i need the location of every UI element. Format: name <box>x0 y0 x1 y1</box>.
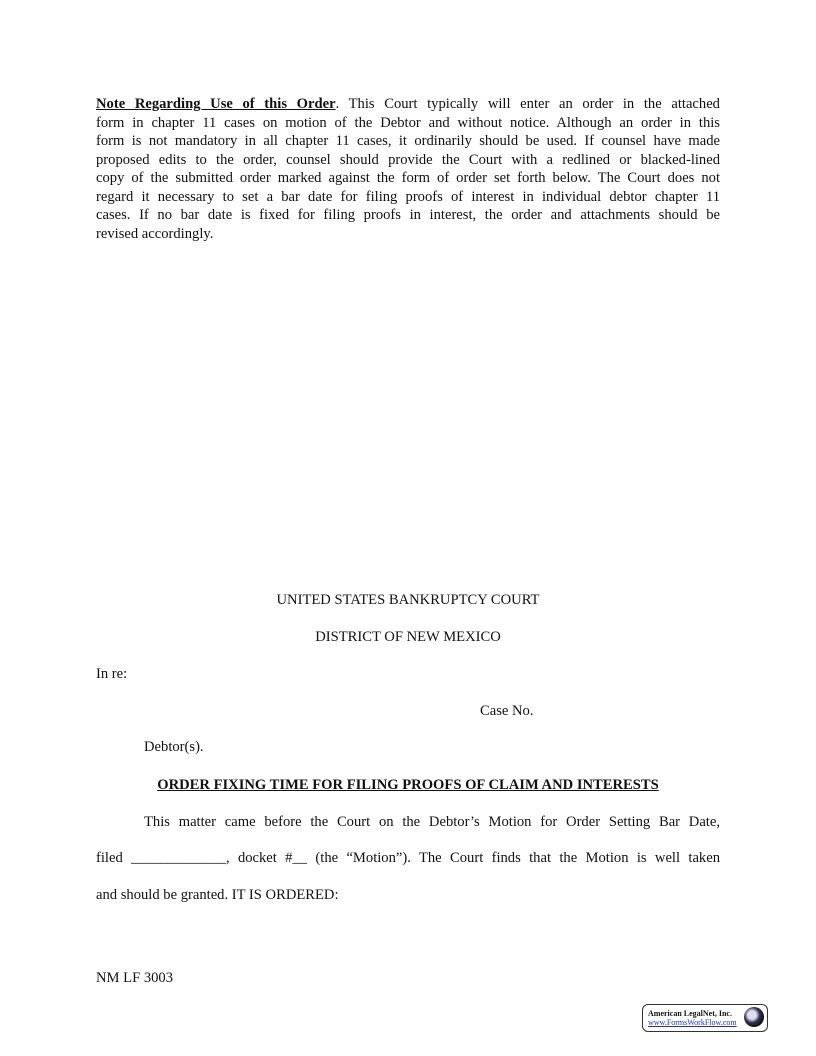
note-line: regard it necessary to set a bar date for filing proofs of interest in individual debtor chapter 11 <box>96 188 720 205</box>
note-paragraph <box>96 95 720 243</box>
note-line: Note Regarding Use of this Order. This Court typically will enter an order in the attached <box>96 96 720 112</box>
in-re-label: In re: <box>96 666 128 682</box>
form-id: NM LF 3003 <box>96 970 174 986</box>
order-title: ORDER FIXING TIME FOR FILING PROOFS OF CLAIM AND INTERESTS <box>157 777 659 793</box>
note-line: form in chapter 11 cases on motion of the Debtor and without notice. Although an order in this <box>96 114 720 131</box>
body-line: filed _____________, docket #__ (the “Motion”). The Court finds that the Motion is well taken <box>96 850 720 866</box>
case-number-label: Case No. <box>480 703 534 719</box>
note-line: form is not mandatory in all chapter 11 cases, it ordinarily should be used. If counsel have made <box>96 133 720 149</box>
globe-icon <box>744 1007 764 1027</box>
logo-url-link[interactable]: www.FormsWorkFlow.com <box>648 1018 737 1027</box>
note-line: copy of the submitted order marked against the form of order set forth below. The Court does not <box>96 170 720 186</box>
note-line: proposed edits to the order, counsel should provide the Court with a redlined or blacked-lined <box>96 151 720 168</box>
debtor-label: Debtor(s). <box>144 739 204 755</box>
logo-company: American LegalNet, Inc. <box>648 1009 732 1018</box>
body-line: and should be granted. IT IS ORDERED: <box>96 887 339 903</box>
note-heading: Note Regarding Use of this Order <box>96 96 336 112</box>
district-name: DISTRICT OF NEW MEXICO <box>315 629 501 645</box>
legalnet-logo[interactable] <box>642 1004 768 1032</box>
note-line: cases. If no bar date is fixed for filing proofs in interest, the order and attachments should be <box>96 207 720 223</box>
court-name: UNITED STATES BANKRUPTCY COURT <box>276 592 540 608</box>
note-line: revised accordingly. <box>96 225 214 242</box>
body-line: This matter came before the Court on the Debtor’s Motion for Order Setting Bar Date, <box>144 814 720 830</box>
